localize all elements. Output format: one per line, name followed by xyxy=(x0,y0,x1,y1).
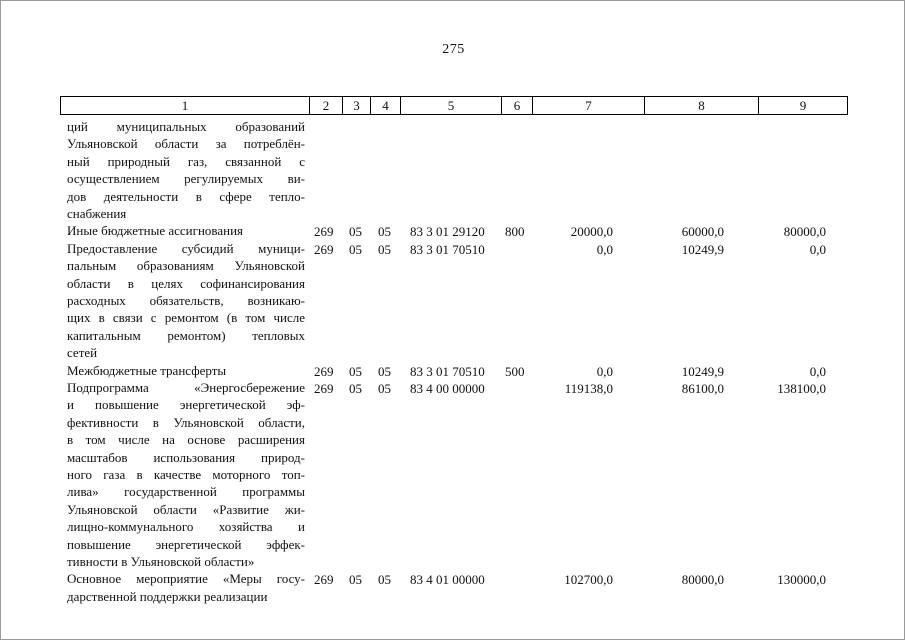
cell-c4: 05 xyxy=(378,224,391,240)
description-line: Иные бюджетные ассигнования xyxy=(67,223,244,239)
row-description xyxy=(67,118,305,222)
description-line: Ульяновской области за потреблён- xyxy=(67,136,305,152)
cell-c3: 05 xyxy=(349,381,362,396)
header-col-6: 6 xyxy=(501,96,532,115)
cell-c7: 0,0 xyxy=(596,363,613,379)
cell-c2: 269 xyxy=(314,224,334,240)
description-line: дов деятельности в сфере тепло- xyxy=(67,188,305,204)
cell-c9: 0,0 xyxy=(809,241,826,257)
cell-c9: 130000,0 xyxy=(777,572,826,588)
cell-c3: 05 xyxy=(349,363,362,379)
header-col-5: 5 xyxy=(400,96,501,115)
description-line: ций муниципальных образований xyxy=(67,119,305,134)
cell-c4: 05 xyxy=(378,241,391,257)
description-line: Ульяновской области «Развитие жи- xyxy=(67,501,305,517)
table-header xyxy=(60,96,848,115)
description-line: осуществлением регулируемых ви- xyxy=(67,171,305,187)
cell-c7: 0,0 xyxy=(596,241,613,257)
description-line: Основное мероприятие «Меры госу- xyxy=(67,571,305,587)
cell-c3: 05 xyxy=(349,572,362,588)
description-line: щих в связи с ремонтом (в том числе xyxy=(67,310,305,326)
header-col-3: 3 xyxy=(342,96,370,115)
cell-c2: 269 xyxy=(314,572,334,588)
cell-c5: 83 3 01 70510 xyxy=(410,363,485,379)
cell-c2: 269 xyxy=(314,241,334,257)
description-line: фективности в Ульяновской области, xyxy=(67,414,305,430)
description-line: повышение энергетической эффек- xyxy=(67,536,305,552)
cell-c5: 83 4 00 00000 xyxy=(410,381,485,396)
description-line: лищно-коммунального хозяйства и xyxy=(67,519,305,535)
description-line: ный природный газ, связанной с xyxy=(67,153,305,169)
header-col-2: 2 xyxy=(309,96,342,115)
description-line: снабжения xyxy=(67,206,127,222)
description-line: тивности в Ульяновской области» xyxy=(67,554,255,570)
description-line: пальным образованиям Ульяновской xyxy=(67,258,305,274)
cell-c5: 83 4 01 00000 xyxy=(410,572,485,588)
description-line: Подпрограмма «Энергосбережение xyxy=(67,380,305,395)
cell-c2: 269 xyxy=(314,363,334,379)
cell-c4: 05 xyxy=(378,363,391,379)
cell-c8: 10249,9 xyxy=(681,363,724,379)
row-description xyxy=(67,222,305,239)
cell-c8: 86100,0 xyxy=(681,381,724,396)
header-col-1: 1 xyxy=(60,96,309,115)
description-line: масштабов использования природ- xyxy=(67,449,305,465)
description-line: и повышение энергетической эф- xyxy=(67,397,305,413)
header-col-9: 9 xyxy=(758,96,848,115)
cell-c4: 05 xyxy=(378,572,391,588)
cell-c5: 83 3 01 29120 xyxy=(410,224,485,240)
description-line: сетей xyxy=(67,345,98,361)
description-line: в том числе на основе расширения xyxy=(67,432,305,448)
row-description xyxy=(67,570,305,605)
description-line: лива» государственной программы xyxy=(67,484,305,500)
cell-c8: 10249,9 xyxy=(681,241,724,257)
page-number: 275 xyxy=(442,42,465,57)
cell-c6: 800 xyxy=(505,224,525,240)
cell-c7: 20000,0 xyxy=(570,224,613,240)
cell-c5: 83 3 01 70510 xyxy=(410,241,485,257)
cell-c3: 05 xyxy=(349,241,362,257)
row-description xyxy=(67,379,305,570)
description-line: ного газа в качестве моторного топ- xyxy=(67,467,305,483)
row-description xyxy=(67,362,305,379)
cell-c2: 269 xyxy=(314,381,334,396)
row-description xyxy=(67,240,305,362)
header-col-8: 8 xyxy=(644,96,758,115)
cell-c9: 138100,0 xyxy=(777,381,826,396)
header-col-4: 4 xyxy=(370,96,400,115)
cell-c3: 05 xyxy=(349,224,362,240)
cell-c7: 102700,0 xyxy=(564,572,613,588)
description-line: капитальным ремонтом) тепловых xyxy=(67,327,305,343)
description-line: Предоставление субсидий муници- xyxy=(67,240,305,256)
description-line: расходных обязательств, возникаю- xyxy=(67,293,305,309)
cell-c8: 60000,0 xyxy=(681,224,724,240)
header-col-7: 7 xyxy=(532,96,644,115)
cell-c8: 80000,0 xyxy=(681,572,724,588)
cell-c9: 80000,0 xyxy=(783,224,826,240)
cell-c4: 05 xyxy=(378,381,391,396)
cell-c9: 0,0 xyxy=(809,363,826,379)
cell-c6: 500 xyxy=(505,363,525,379)
description-line: дарственной поддержки реализации xyxy=(67,588,268,604)
description-line: Межбюджетные трансферты xyxy=(67,362,227,378)
description-line: области в целях софинансирования xyxy=(67,275,305,291)
cell-c7: 119138,0 xyxy=(564,381,613,396)
